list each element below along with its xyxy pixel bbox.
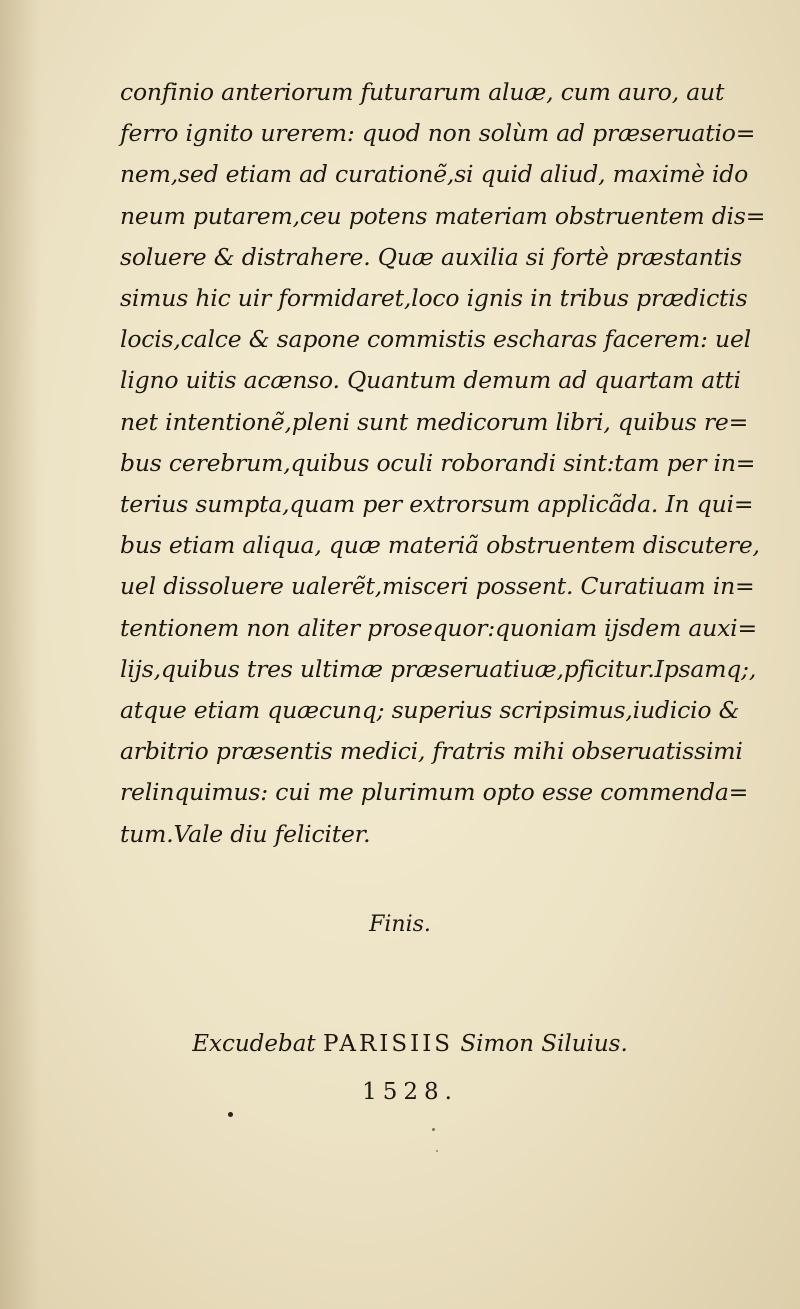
colophon-excudebat: Excudebat	[192, 1031, 316, 1057]
text-line: tentionem non aliter prosequor:quoniam ijsdem auxi=	[120, 613, 757, 642]
text-line: arbitrio præsentis medici, fratris mihi obseruatissimi	[120, 737, 743, 766]
text-line: relinquimus: cui me plurimum opto esse commenda=	[120, 778, 749, 807]
text-line: locis,calce & sapone commistis escharas facerem: uel	[120, 325, 751, 354]
text-line: simus hic uir formidaret,loco ignis in tribus prædictis	[120, 284, 748, 313]
text-line: uel dissoluere ualerẽt,misceri possent. Curatiuam in=	[120, 572, 755, 601]
ink-speck	[436, 1150, 438, 1152]
text-line: net intentionẽ,pleni sunt medicorum libri, quibus re=	[120, 407, 749, 436]
body-text	[120, 72, 766, 855]
colophon-place: PARISIIS	[322, 1031, 454, 1057]
text-line: confinio anteriorum futurarum aluæ, cum auro, aut	[120, 78, 725, 106]
ink-speck	[228, 1112, 233, 1117]
colophon-year: 1528.	[362, 1079, 458, 1105]
text-line: lijs,quibus tres ultimæ præseruatiuæ,pficitur.Ipsamq;,	[120, 654, 757, 683]
colophon-printer: Simon Siluius.	[460, 1031, 628, 1057]
text-line: neum putarem,ceu potens materiam obstruentem dis=	[120, 201, 766, 230]
page-gutter-shadow	[0, 0, 40, 1309]
finis-label: Finis.	[369, 912, 431, 937]
text-line: soluere & distrahere. Quæ auxilia si fortè præstantis	[120, 242, 742, 271]
text-line: ferro ignito urerem: quod non solùm ad præseruatio=	[120, 119, 756, 148]
text-line: tum.Vale diu feliciter.	[120, 819, 371, 848]
text-line: bus cerebrum,quibus oculi roborandi sint:tam per in=	[120, 448, 756, 477]
ink-speck	[432, 1128, 435, 1131]
text-line: terius sumpta,quam per extrorsum applicãda. In qui=	[120, 490, 754, 519]
colophon	[110, 1020, 710, 1116]
text-line: atque etiam quæcunq; superius scripsimus,iudicio &	[120, 696, 740, 725]
text-line: ligno uitis acæ​nso. Quantum demum ad quartam atti	[120, 366, 741, 395]
text-line: bus etiam aliqua, quæ materiã obstruentem discutere,	[120, 531, 760, 560]
text-line: nem,sed etiam ad curationẽ,si quid aliud, maximè ido	[120, 160, 749, 189]
